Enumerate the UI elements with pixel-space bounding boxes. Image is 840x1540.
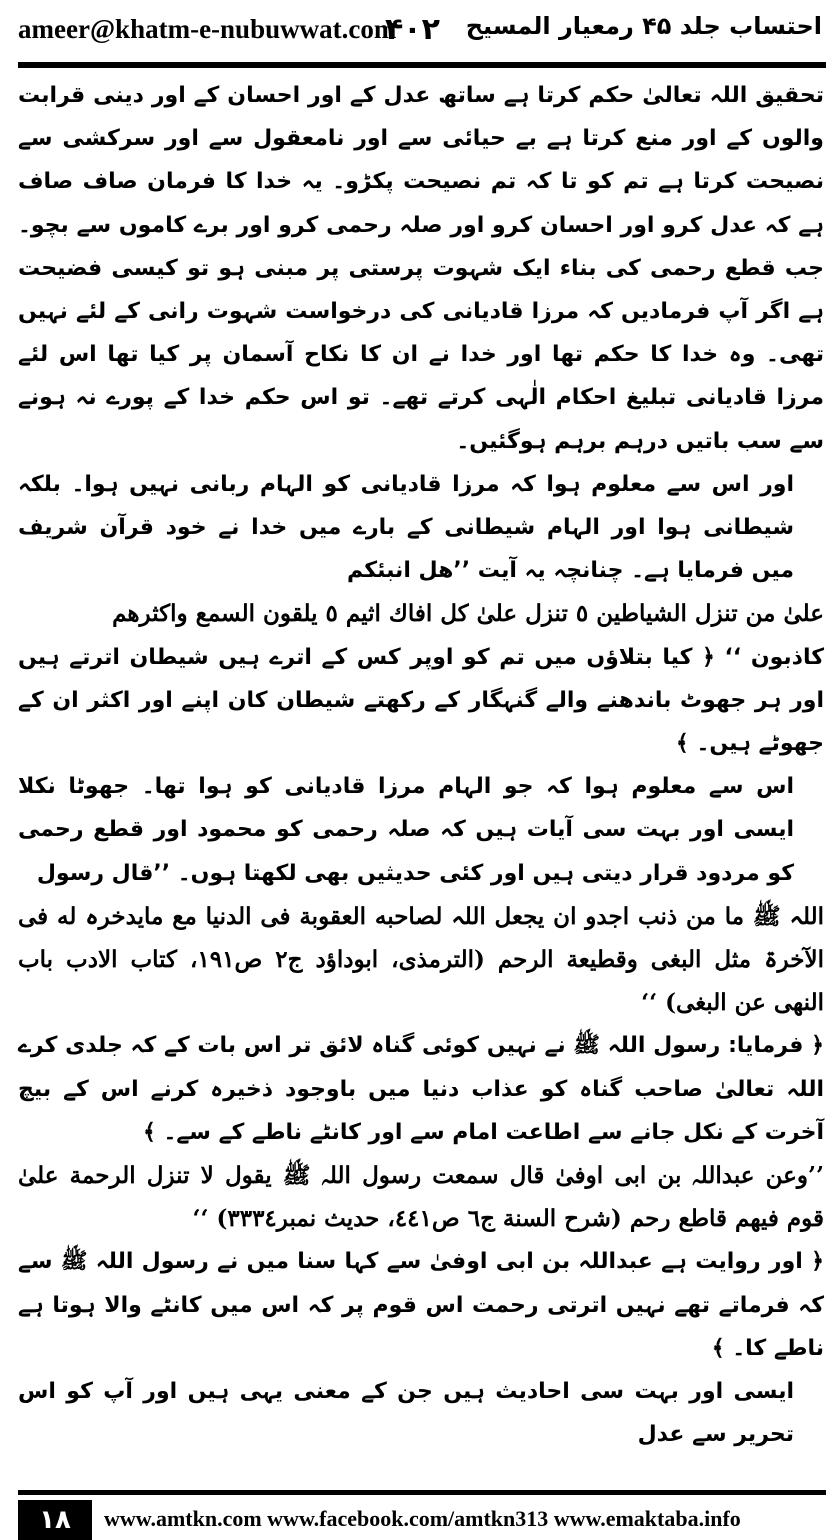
hadith-1: اللہ ﷺ ما من ذنب اجدو ان یجعل اللہ لصاحبه العقوبة فی الدنیا مع مایدخرہ له فی الآخرۃ مثل البغی وقطیعة الرحم (الترمذی، ابوداؤد ج۲ ص۱۹۱، کتاب الادب باب النھی عن البغی) ‘‘ <box>18 902 824 1017</box>
quran-verse: علیٰ من تنزل الشیاطین ٥ تنزل علیٰ کل افاك اثیم ٥ یلقون السمع واکثرھم <box>112 600 824 628</box>
paragraph-2: اور اس سے معلوم ہوا کہ مرزا قادیانی کو الہام ربانی نہیں ہوا۔ بلکہ شیطانی ہوا اور الہام شیطانی کے بارے میں خدا نے خود قرآن شریف میں فرمایا ہے۔ چنانچہ یہ آیت ’’ھل انبئکم <box>18 471 794 584</box>
footer-rule <box>18 1490 826 1495</box>
footer-urls: www.amtkn.com www.facebook.com/amtkn313 www.emaktaba.info <box>104 1506 741 1531</box>
hadith-2: ’’وعن عبداللہ بن ابی اوفیٰ قال سمعت رسول اللہ ﷺ یقول لا تنزل الرحمة علیٰ قوم فیھم قاطع رحم (شرح السنة ج٦ ص٤٤١، حدیث نمبر٣٣٣٤) ‘‘ <box>18 1162 824 1233</box>
page-header <box>0 0 840 62</box>
header-rule <box>18 62 826 68</box>
paragraph-4: ایسی اور بہت سی احادیث ہیں جن کے معنی یہی ہیں اور آپ کو اس تحریر سے عدل <box>18 1379 794 1448</box>
page-body <box>18 74 824 1484</box>
hadith-2-translation: ﴿ اور روایت ہے عبداللہ بن ابی اوفیٰ سے کہا سنا میں نے رسول اللہ ﷺ سے کہ فرماتے تھے نہیں اترتی رحمت اس قوم پر کہ اس میں کانٹے والا ہوتا ہے ناطے کا۔ ﴾ <box>18 1249 824 1361</box>
page-footer <box>0 1490 840 1540</box>
page-number: ۴۰۲ <box>385 12 440 47</box>
header-email: ameer@khatm-e-nubuwwat.com <box>18 14 397 44</box>
verse-translation: کاذبون ‘‘ ﴿ کیا بتلاؤں میں تم کو اوپر کس کے اترے ہیں شیطان اترتے ہیں اور ہر جھوٹ باندھنے والے گنہگار کے رکھتے شیطان کان اپنے اور اکثر ان کے جھوٹے ہیں۔ ﴾ <box>18 644 824 757</box>
paragraph-1: تحقیق اللہ تعالیٰ حکم کرتا ہے ساتھ عدل کے اور احسان کے اور دینی قرابت والوں کے اور منع کرتا ہے بے حیائی سے اور نامعقول سے اور سرکشی سے نصیحت کرتا ہے تم کو تا کہ تم نصیحت پکڑو۔ یہ خدا کا فرمان صاف صاف ہے کہ عدل کرو اور احسان کرو اور صلہ رحمی کرو اور برے کاموں سے بچو۔ جب قطع رحمی کی بناء ایک شہوت پرستی پر مبنی ہو تو کیسی فضیحت ہے اگر آپ فرمادیں کہ مرزا قادیانی کی درخواست شہوت رانی کے لئے نہیں تھی۔ وہ خدا کا حکم تھا اور خدا نے ان کا نکاح آسمان پر کیا تھا اس لئے مرزا قادیانی تبلیغ احکام الٰہی کرتے تھے۔ تو اس حکم خدا کے پورے نہ ہونے سے سب باتیں درہم برہم ہوگئیں۔ <box>18 83 824 454</box>
book-title: احتساب جلد ۴۵ رمعیار المسیح <box>465 12 822 40</box>
paragraph-3: اس سے معلوم ہوا کہ جو الہام مرزا قادیانی کو ہوا تھا۔ جھوٹا نکلا ایسی اور بہت سی آیات ہیں کہ صلہ رحمی کو محمود اور قطع رحمی کو مردود قرار دیتی ہیں اور کئی حدیثیں بھی لکھتا ہوں۔ ’’قال رسول <box>18 774 794 886</box>
footer-page-badge: ۱۸ <box>18 1500 92 1540</box>
hadith-1-translation: ﴿ فرمایا: رسول اللہ ﷺ نے نہیں کوئی گناہ لائق تر اس بات کے کہ جلدی کرے اللہ تعالیٰ صاحب گناہ کو عذاب دنیا میں باوجود ذخیرہ کرنے اس کے بیچ آخرت کے نکل جانے سے اطاعت امام سے اور کانٹے ناطے کے سے۔ ﴾ <box>18 1033 824 1145</box>
